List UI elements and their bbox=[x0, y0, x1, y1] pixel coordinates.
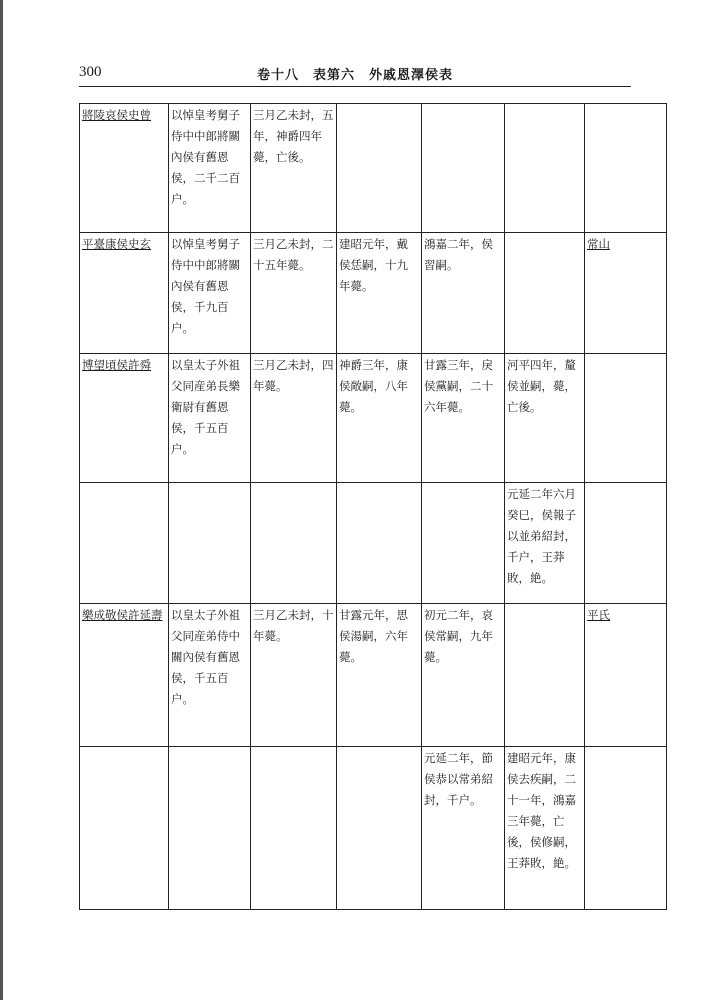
table-cell: 常山 bbox=[585, 233, 667, 354]
table-cell bbox=[251, 483, 337, 604]
header-rule bbox=[79, 86, 631, 87]
table-cell: 建昭元年，康侯去疾嗣，二十一年，鴻嘉三年薨，亡後，侯修嗣，王莽敗，絶。 bbox=[505, 747, 585, 910]
page-number: 300 bbox=[79, 64, 102, 80]
table-cell bbox=[169, 747, 251, 910]
table-cell: 以皇太子外祖父同産弟長樂衛尉有舊恩侯，千五百户。 bbox=[169, 354, 251, 483]
table-cell: 元延二年六月癸巳，侯報子以並弟紹封，千户，王莽敗，絶。 bbox=[505, 483, 585, 604]
table-row bbox=[80, 104, 667, 233]
table-cell bbox=[251, 747, 337, 910]
table-cell: 三月乙未封，十年薨。 bbox=[251, 604, 337, 747]
table-cell bbox=[585, 354, 667, 483]
table-cell bbox=[585, 483, 667, 604]
table-cell bbox=[505, 233, 585, 354]
table-cell: 元延二年，節侯恭以常弟紹封，千户。 bbox=[422, 747, 505, 910]
table-cell: 甘露三年，戾侯黨嗣，二十六年薨。 bbox=[422, 354, 505, 483]
table-cell: 甘露元年，思侯湯嗣，六年薨。 bbox=[337, 604, 422, 747]
table-cell bbox=[80, 747, 169, 910]
table-cell: 河平四年，釐侯並嗣，薨，亡後。 bbox=[505, 354, 585, 483]
table-cell: 以悼皇考舅子侍中中郎將關內侯有舊恩侯，千九百户。 bbox=[169, 233, 251, 354]
table-cell bbox=[80, 483, 169, 604]
table-cell: 平臺康侯史玄 bbox=[80, 233, 169, 354]
marquis-table bbox=[79, 103, 667, 910]
table-cell bbox=[169, 483, 251, 604]
table-cell: 以悼皇考舅子侍中中郎將關內侯有舊恩侯，二千二百户。 bbox=[169, 104, 251, 233]
table-cell: 初元二年，哀侯常嗣，九年薨。 bbox=[422, 604, 505, 747]
table-cell: 三月乙未封，二十五年薨。 bbox=[251, 233, 337, 354]
table-cell bbox=[422, 104, 505, 233]
table-cell: 鴻嘉二年，侯習嗣。 bbox=[422, 233, 505, 354]
page-edge bbox=[0, 0, 3, 1000]
table-cell bbox=[337, 483, 422, 604]
page-title: 卷十八 表第六 外戚恩澤侯表 bbox=[257, 68, 454, 83]
table-cell: 平氏 bbox=[585, 604, 667, 747]
table-row bbox=[80, 747, 667, 910]
table-cell bbox=[337, 104, 422, 233]
table-cell: 以皇太子外祖父同産弟侍中關內侯有舊恩侯，千五百户。 bbox=[169, 604, 251, 747]
table-cell: 博望頃侯許舜 bbox=[80, 354, 169, 483]
table-cell: 三月乙未封，五年，神爵四年薨，亡後。 bbox=[251, 104, 337, 233]
table-cell bbox=[337, 747, 422, 910]
table-row bbox=[80, 354, 667, 483]
table-cell bbox=[422, 483, 505, 604]
table-row bbox=[80, 604, 667, 747]
table-cell bbox=[585, 104, 667, 233]
table-row bbox=[80, 233, 667, 354]
table-cell: 建昭元年，戴侯恁嗣，十九年薨。 bbox=[337, 233, 422, 354]
table-row bbox=[80, 483, 667, 604]
table-cell bbox=[505, 104, 585, 233]
table-cell: 神爵三年，康侯敞嗣，八年薨。 bbox=[337, 354, 422, 483]
table-cell: 將陵哀侯史曾 bbox=[80, 104, 169, 233]
table-cell: 樂成敬侯許延壽 bbox=[80, 604, 169, 747]
table-cell bbox=[585, 747, 667, 910]
table-cell bbox=[505, 604, 585, 747]
table-cell: 三月乙未封，四年薨。 bbox=[251, 354, 337, 483]
page-header bbox=[79, 62, 631, 88]
